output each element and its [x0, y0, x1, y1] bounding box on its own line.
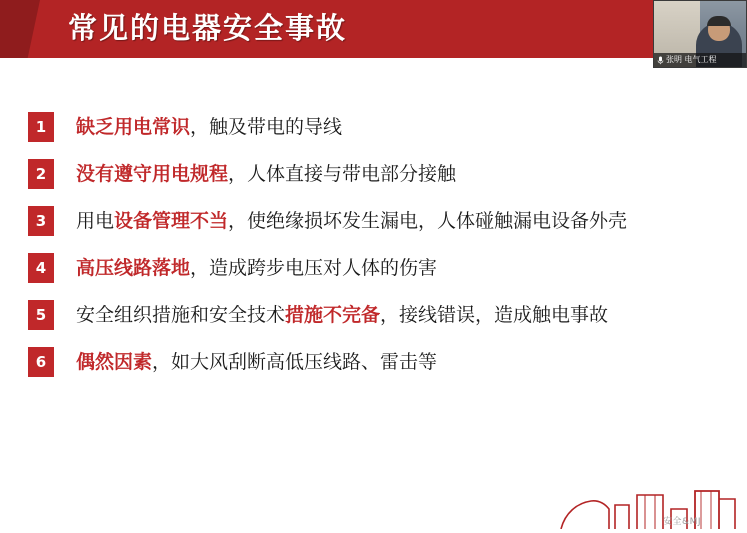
list-item [28, 206, 728, 236]
list-item-highlight: 没有遵守用电规程 [76, 163, 229, 185]
list-item-highlight: 设备管理不当 [114, 210, 229, 232]
list-item-text [76, 347, 437, 377]
header-accent-shape [0, 0, 40, 58]
accident-causes-list [28, 112, 728, 394]
list-item-highlight: 偶然因素 [76, 351, 153, 373]
video-participant-label-bar [654, 53, 746, 67]
video-participant-tile[interactable] [653, 0, 747, 68]
video-participant-name: 张明 电气工程 [666, 55, 717, 64]
list-item-plain: ，接线错误，造成触电事故 [380, 304, 609, 326]
list-item [28, 253, 728, 283]
list-item-number: 1 [28, 112, 54, 142]
list-item-text [76, 206, 627, 236]
list-item-highlight: 措施不完备 [285, 304, 381, 326]
video-person-hair [707, 16, 731, 26]
list-item-plain: ，使绝缘损坏发生漏电，人体碰触漏电设备外壳 [228, 210, 628, 232]
list-item [28, 112, 728, 142]
list-item [28, 347, 728, 377]
microphone-icon [657, 56, 664, 65]
list-item [28, 300, 728, 330]
watermark-text: 安全&MJ [663, 517, 701, 527]
list-item-plain: 安全组织措施和安全技术 [76, 304, 286, 326]
list-item-number: 2 [28, 159, 54, 189]
list-item-plain: ，造成跨步电压对人体的伤害 [190, 257, 438, 279]
page-title: 常见的电器安全事故 [68, 11, 348, 45]
decorative-building-outline [559, 487, 739, 529]
list-item-text [76, 253, 437, 283]
list-item [28, 159, 728, 189]
list-item-number: 4 [28, 253, 54, 283]
list-item-plain: ，触及带电的导线 [190, 116, 343, 138]
list-item-highlight: 高压线路落地 [76, 257, 191, 279]
list-item-plain: 用电 [76, 210, 115, 232]
list-item-plain: ，如大风刮断高低压线路、雷击等 [152, 351, 438, 373]
list-item-number: 5 [28, 300, 54, 330]
list-item-text [76, 112, 342, 142]
slide-header [0, 0, 747, 58]
list-item-number: 6 [28, 347, 54, 377]
list-item-number: 3 [28, 206, 54, 236]
list-item-highlight: 缺乏用电常识 [76, 116, 191, 138]
list-item-text [76, 300, 608, 330]
list-item-plain: ，人体直接与带电部分接触 [228, 163, 457, 185]
list-item-text [76, 159, 456, 189]
